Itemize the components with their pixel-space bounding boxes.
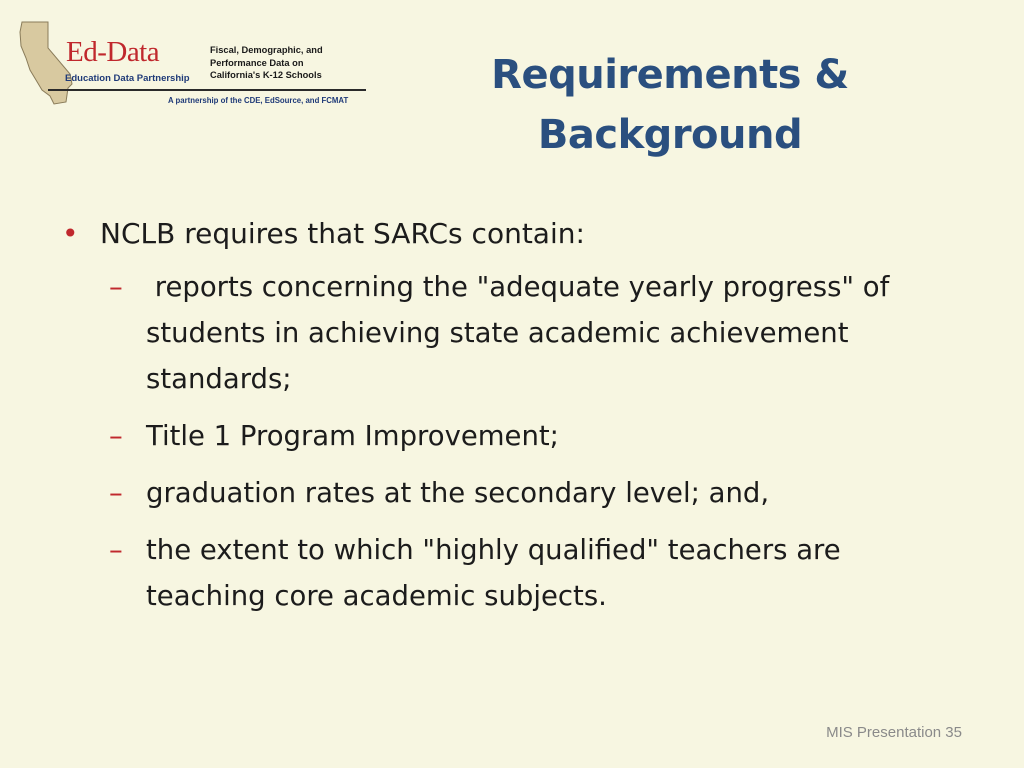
sub-bullet-item xyxy=(62,527,946,619)
bullet-dot-icon: • xyxy=(62,217,79,250)
logo-divider xyxy=(48,89,366,91)
sub-bullet-text: reports concerning the "adequate yearly progress" of students in achieving state academic achievement standards; xyxy=(146,271,899,395)
main-bullet-text: NCLB requires that SARCs contain: xyxy=(100,217,585,250)
logo-partnership-label: Education Data Partnership xyxy=(65,73,190,84)
logo-tagline: A partnership of the CDE, EdSource, and FCMAT xyxy=(168,96,349,105)
dash-icon: – xyxy=(109,271,123,303)
ed-data-brand: Ed-Data xyxy=(66,36,160,68)
slide-title xyxy=(455,45,885,165)
sub-bullet-item xyxy=(62,470,946,516)
sub-bullet-item xyxy=(62,413,946,459)
slide-footer: MIS Presentation 35 xyxy=(826,724,962,741)
logo-description xyxy=(210,44,323,82)
slide-title-line: Requirements & xyxy=(491,52,849,98)
sub-bullet-item xyxy=(62,264,946,402)
main-bullet xyxy=(62,210,992,258)
slide-title-line: Background xyxy=(537,112,803,158)
ed-data-logo xyxy=(18,18,358,110)
sub-bullet-text: Title 1 Program Improvement; xyxy=(146,420,559,452)
slide-body xyxy=(62,210,992,630)
dash-icon: – xyxy=(109,477,123,509)
logo-description-line: California's K-12 Schools xyxy=(210,70,322,80)
dash-icon: – xyxy=(109,534,123,566)
logo-description-line: Fiscal, Demographic, and xyxy=(210,45,323,55)
sub-bullet-text: graduation rates at the secondary level; and, xyxy=(146,477,770,509)
dash-icon: – xyxy=(109,420,123,452)
logo-description-line: Performance Data on xyxy=(210,57,304,68)
sub-bullet-list xyxy=(62,264,992,619)
sub-bullet-text: the extent to which "highly qualified" teachers are teaching core academic subjects. xyxy=(146,534,841,612)
